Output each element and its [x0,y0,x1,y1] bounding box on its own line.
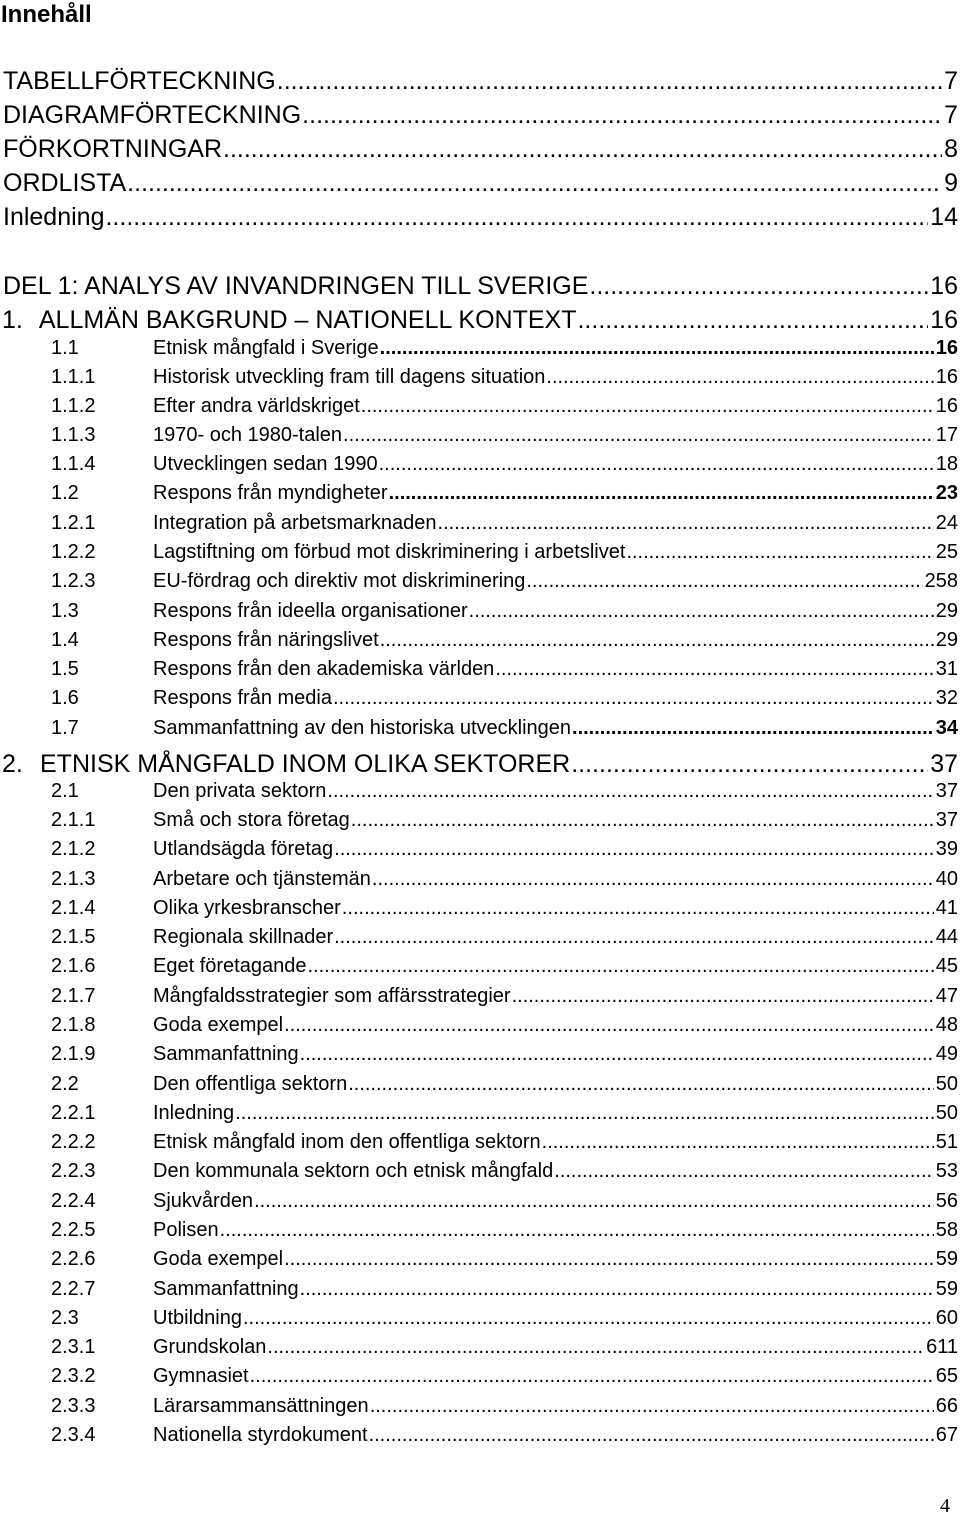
toc-entry-page: 24 [935,512,958,534]
toc-entry[interactable] [0,65,960,97]
toc-entry-title: TABELLFÖRTECKNING [3,67,276,95]
dot-leader [554,1158,934,1184]
toc-entry-number: 1.4 [51,629,79,651]
toc-entry-number: 2.3.3 [51,1395,96,1417]
toc-entry-number: 1.1.2 [51,395,96,417]
dot-leader [369,1422,934,1448]
toc-entry-page: 34 [935,717,958,739]
toc-entry-title: Den privata sektorn [153,780,327,802]
toc-entry-number: 1.2 [51,482,79,504]
toc-entry-page: 45 [935,955,958,977]
toc-entry-number: 2.1.2 [51,838,96,860]
toc-entry-number: 2.1.3 [51,868,96,890]
dot-leader [327,778,933,804]
toc-entry[interactable] [0,510,960,536]
toc-entry-title: Respons från den akademiska världen [153,658,495,680]
toc-entry[interactable] [0,685,960,711]
toc-entry-number: 1. [2,306,23,334]
dot-leader [526,568,922,594]
toc-entry[interactable] [0,748,960,780]
toc-entry[interactable] [0,1305,960,1331]
toc-entry-page: 50 [935,1073,958,1095]
toc-entry[interactable] [0,924,960,950]
toc-entry-number: 2.2.7 [51,1278,96,1300]
toc-entry-title: Efter andra världskriget [153,395,360,417]
toc-entry-number: 2.1 [51,780,79,802]
toc-entry-page: 37 [930,750,958,778]
dot-leader [300,1041,934,1067]
toc-entry-page: 258 [924,570,958,592]
toc-entry-title: Nationella styrdokument [153,1424,368,1446]
toc-entry-page: 51 [935,1131,958,1153]
toc-entry-page: 58 [935,1219,958,1241]
toc-entry-title: Regionala skillnader [153,926,334,948]
toc-entry-title: Olika yrkesbranscher [153,897,341,919]
toc-entry-number: 2.1.6 [51,955,96,977]
toc-entry-number: 2.3 [51,1307,79,1329]
toc-entry-page: 41 [935,897,958,919]
toc-entry-title: Etnisk mångfald i Sverige [153,337,379,359]
toc-entry-number: 2.2 [51,1073,79,1095]
toc-entry-number: 1.1.1 [51,366,96,388]
toc-entry-number: 2.2.1 [51,1102,96,1124]
toc-entry-title: Respons från media [153,687,332,709]
toc-entry-page: 60 [935,1307,958,1329]
dot-leader [277,65,942,97]
toc-entry-page: 44 [935,926,958,948]
toc-entry[interactable] [0,451,960,477]
toc-entry-title: FÖRKORTNINGAR [3,135,222,163]
toc-entry-title: Sammanfattning av den historiska utvecklingen [153,717,572,739]
toc-entry[interactable] [0,627,960,653]
toc-entry-title: Inledning [153,1102,235,1124]
toc-entry-title: Inledning [3,203,105,231]
toc-entry-page: 53 [935,1160,958,1182]
toc-entry-number: 2.1.8 [51,1014,96,1036]
toc-entry[interactable] [0,568,960,594]
toc-entry-title: Den kommunala sektorn och etnisk mångfald [153,1160,554,1182]
toc-entry-page: 9 [944,169,958,197]
dot-leader [626,539,933,565]
dot-leader [105,201,928,233]
toc-entry-number: 2.2.4 [51,1190,96,1212]
toc-entry[interactable] [0,866,960,892]
toc-entry-page: 67 [935,1424,958,1446]
toc-entry-page: 32 [935,687,958,709]
toc-entry-page: 16 [930,272,958,300]
toc-entry-number: 1.6 [51,687,79,709]
dot-leader [307,953,933,979]
toc-entry-page: 7 [944,101,958,129]
toc-entry[interactable] [0,778,960,804]
toc-entry-page: 31 [935,658,958,680]
toc-heading: Innehåll [1,1,92,28]
toc-entry[interactable] [0,1334,960,1360]
toc-entry-title: ALLMÄN BAKGRUND – NATIONELL KONTEXT [38,306,577,334]
page-number: 4 [940,1495,950,1517]
toc-entry-title: Utlandsägda företag [153,838,334,860]
toc-entry-title: Arbetare och tjänstemän [153,868,371,890]
toc-entry[interactable] [0,393,960,419]
dot-leader [348,1071,934,1097]
dot-leader [220,1217,934,1243]
toc-entry-number: 2.1.9 [51,1043,96,1065]
toc-entry-page: 16 [935,395,958,417]
toc-entry[interactable] [0,1041,960,1067]
toc-entry-title: Integration på arbetsmarknaden [153,512,437,534]
toc-entry-number: 2.1.4 [51,897,96,919]
toc-entry-page: 48 [935,1014,958,1036]
toc-entry-page: 7 [944,67,958,95]
toc-entry-page: 29 [935,600,958,622]
toc-entry-title: ORDLISTA [3,169,127,197]
toc-entry-title: Utbildning [153,1307,242,1329]
dot-leader [334,924,934,950]
toc-entry-number: 1.7 [51,717,79,739]
toc-entry[interactable] [0,1158,960,1184]
toc-entry[interactable] [0,1129,960,1155]
toc-entry-title: Sjukvården [153,1190,254,1212]
dot-leader [361,393,934,419]
dot-leader [370,1393,934,1419]
toc-entry[interactable] [0,167,960,199]
toc-entry-title: Goda exempel [153,1248,284,1270]
toc-entry-page: 14 [930,203,958,231]
toc-entry-page: 25 [935,541,958,563]
toc-entry-number: 1.1.3 [51,424,96,446]
toc-entry[interactable] [0,836,960,862]
toc-entry-page: 16 [935,337,958,359]
toc-entry-title: Små och stora företag [153,809,350,831]
toc-entry[interactable] [0,983,960,1009]
toc-entry-title: Sammanfattning [153,1278,299,1300]
toc-entry[interactable] [0,1393,960,1419]
toc-entry-number: 2.2.5 [51,1219,96,1241]
dot-leader [267,1334,924,1360]
toc-entry[interactable] [0,364,960,390]
dot-leader [254,1188,934,1214]
toc-entry[interactable] [0,1363,960,1389]
toc-entry-page: 49 [935,1043,958,1065]
toc-entry-number: 2.3.1 [51,1336,96,1358]
toc-entry-title: Gymnasiet [153,1365,249,1387]
toc-entry-number: 2. [2,750,23,778]
dot-leader [546,364,933,390]
toc-entry-title: Den offentliga sektorn [153,1073,348,1095]
dot-leader [284,1012,934,1038]
toc-entry[interactable] [0,270,960,302]
toc-entry-page: 16 [930,306,958,334]
toc-entry-page: 50 [935,1102,958,1124]
toc-entry-title: Sammanfattning [153,1043,299,1065]
toc-entry-number: 1.3 [51,600,79,622]
toc-entry[interactable] [0,715,960,741]
toc-entry[interactable] [0,335,960,361]
toc-entry-number: 1.2.1 [51,512,96,534]
toc-entry[interactable] [0,1071,960,1097]
toc-entry[interactable] [0,1422,960,1448]
toc-entry[interactable] [0,480,960,506]
dot-leader [333,685,934,711]
dot-leader [342,895,934,921]
toc-entry-title: Polisen [153,1219,219,1241]
toc-entry-number: 1.1 [51,337,79,359]
toc-entry-title: EU-fördrag och direktiv mot diskriminering [153,570,526,592]
dot-leader [302,99,942,131]
toc-entry-title: ETNISK MÅNGFALD INOM OLIKA SEKTORER [40,750,571,778]
toc-entry-page: 47 [935,985,958,1007]
dot-leader [438,510,934,536]
toc-entry-page: 8 [944,135,958,163]
toc-entry-title: Eget företagande [153,955,307,977]
toc-entry-number: 2.3.2 [51,1365,96,1387]
dot-leader [589,270,928,302]
toc-entry-number: 1.2.2 [51,541,96,563]
dot-leader [577,304,928,336]
toc-entry-page: 65 [935,1365,958,1387]
toc-entry-number: 1.2.3 [51,570,96,592]
toc-entry-title: Grundskolan [153,1336,267,1358]
dot-leader [372,866,934,892]
toc-entry[interactable] [0,1188,960,1214]
toc-entry[interactable] [0,1217,960,1243]
dot-leader [343,422,934,448]
toc-entry-number: 2.1.1 [51,809,96,831]
toc-entry[interactable] [0,953,960,979]
dot-leader [512,983,934,1009]
toc-entry[interactable] [0,1246,960,1272]
toc-entry[interactable] [0,539,960,565]
toc-entry[interactable] [0,807,960,833]
toc-entry-number: 1.5 [51,658,79,680]
toc-entry-title: Mångfaldsstrategier som affärsstrategier [153,985,511,1007]
toc-entry[interactable] [0,598,960,624]
toc-entry-number: 2.2.3 [51,1160,96,1182]
toc-entry-page: 17 [935,424,958,446]
dot-leader [300,1276,934,1302]
dot-leader [542,1129,934,1155]
toc-entry-title: DIAGRAMFÖRTECKNING [3,101,302,129]
toc-entry-number: 1.1.4 [51,453,96,475]
toc-entry-number: 2.2.6 [51,1248,96,1270]
toc-entry-title: Respons från näringslivet [153,629,379,651]
toc-entry[interactable] [0,1100,960,1126]
dot-leader [351,807,934,833]
dot-leader [250,1363,934,1389]
toc-entry-page: 40 [935,868,958,890]
toc-entry-page: 23 [935,482,958,504]
toc-entry-title: Historisk utveckling fram till dagens situation [153,366,546,388]
toc-entry[interactable] [0,133,960,165]
toc-entry-title: 1970- och 1980-talen [153,424,343,446]
toc-entry-title: DEL 1: ANALYS AV INVANDRINGEN TILL SVERIGE [3,272,589,300]
dot-leader [380,335,934,361]
toc-entry-title: Lärarsammansättningen [153,1395,369,1417]
dot-leader [495,656,933,682]
toc-entry-page: 37 [935,780,958,802]
toc-entry-number: 2.1.5 [51,926,96,948]
toc-entry[interactable] [0,304,960,336]
dot-leader [235,1100,934,1126]
toc-entry-title: Lagstiftning om förbud mot diskriminering i arbetslivet [153,541,626,563]
toc-entry-page: 18 [935,453,958,475]
dot-leader [284,1246,934,1272]
dot-leader [334,836,934,862]
toc-entry-page: 37 [935,809,958,831]
toc-entry[interactable] [0,656,960,682]
toc-entry-page: 29 [935,629,958,651]
dot-leader [380,627,934,653]
toc-entry[interactable] [0,422,960,448]
toc-entry-number: 2.2.2 [51,1131,96,1153]
toc-entry[interactable] [0,1276,960,1302]
dot-leader [379,451,934,477]
dot-leader [223,133,942,165]
toc-entry[interactable] [0,201,960,233]
dot-leader [389,480,934,506]
toc-entry-title: Respons från ideella organisationer [153,600,468,622]
toc-entry[interactable] [0,1012,960,1038]
toc-entry-title: Respons från myndigheter [153,482,388,504]
toc-entry-page: 611 [926,1336,958,1358]
toc-entry-page: 56 [935,1190,958,1212]
toc-entry-page: 59 [935,1278,958,1300]
dot-leader [243,1305,934,1331]
toc-entry-title: Goda exempel [153,1014,284,1036]
toc-entry-page: 16 [935,366,958,388]
dot-leader [469,598,934,624]
dot-leader [572,715,934,741]
dot-leader [127,167,942,199]
toc-entry-number: 2.3.4 [51,1424,96,1446]
dot-leader [571,748,928,780]
toc-entry-title: Utvecklingen sedan 1990 [153,453,378,475]
toc-entry[interactable] [0,895,960,921]
toc-entry-number: 2.1.7 [51,985,96,1007]
toc-entry-title: Etnisk mångfald inom den offentliga sektorn [153,1131,541,1153]
toc-entry[interactable] [0,99,960,131]
toc-entry-page: 59 [935,1248,958,1270]
toc-entry-page: 66 [935,1395,958,1417]
toc-entry-page: 39 [935,838,958,860]
